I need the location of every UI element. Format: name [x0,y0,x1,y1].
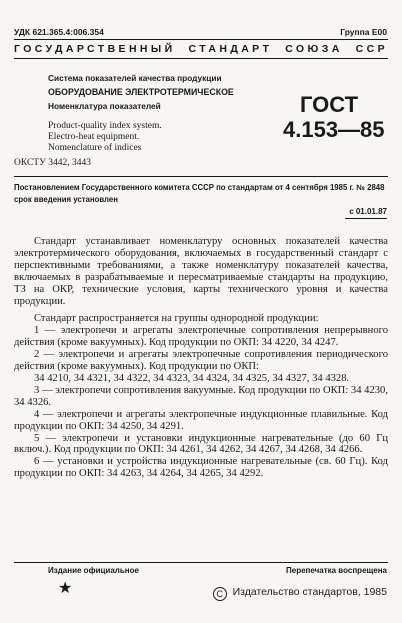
intro-paragraph: Стандарт устанавливает номенклатуру основных показателей качества электротермического оборудования, включаемых в государственный стандарт с перспективными требованиями, а также номенклатуру показателей качества, включаемых в разрабатываемые и пересматриваемые стандарты на продукцию, ТЗ на ОКР, технические условия, карты технического уровня и качества продукции. [14,236,388,307]
group-item: 4 — электропечи и агрегаты электропечные индукционные плавильные. Код продукции по ОКП: 34 4250, 34 4291. [14,408,388,432]
gost-number: 4.153—85 [283,117,385,142]
gost-label: ГОСТ [300,92,359,117]
top-rule [14,39,388,40]
equipment-title: ОБОРУДОВАНИЕ ЭЛЕКТРОТЕРМИЧЕСКОЕ [48,87,234,97]
star-icon: ★ [58,580,73,597]
decree-text: Постановлением Государственного комитета СССР по стандартам от 4 сентября 1985 г. № 2848 срок введения установлен [14,183,385,204]
footer-rule [14,562,388,563]
copyright-text: Издательство стандартов, 1985 [232,586,387,598]
official-edition-label: Издание официальное [48,566,139,575]
nomenclature-title: Номенклатура показателей [48,101,161,111]
title-block [48,72,273,154]
copyright-line [213,586,387,601]
copyright-icon: С [213,587,227,601]
effective-date-underline [345,218,387,219]
group-item: 5 — электропечи и установки индукционные нагревательные (до 60 Гц включ.). Код продукции по ОКП: 34 4261, 34 4262, 34 4267, 34 4268, 34 4266. [14,432,388,456]
groups-intro-paragraph: Стандарт распространяется на группы однородной продукции: [34,313,319,325]
group-item: 3 — электропечи сопротивления вакуумные. Код продукции по ОКП: 34 4230, 34 4326. [14,384,388,408]
english-title-line: Product-quality index system. [48,121,162,131]
okstu-code: ОКСТУ 3442, 3443 [14,158,91,168]
group-item-codes: 34 4210, 34 4321, 34 4322, 34 4323, 34 4324, 34 4325, 34 4327, 34 4328. [34,372,350,384]
english-title-line: Electro-heat equipment. [48,132,140,142]
udk-code: УДК 621.365.4:006.354 [14,27,104,37]
english-title-line: Nomenclature of indices [48,143,142,153]
group-item: 2 — электропечи и агрегаты электропечные сопротивления периодического действия (кроме вакуумных). Код продукции по ОКП: [14,349,388,373]
banner-rule [14,58,388,59]
reprint-prohibited-label: Перепечатка воспрещена [286,566,387,575]
group-item: 6 — установки и устройства индукционные нагревательные (св. 60 Гц). Код продукции по ОКП: 34 4263, 34 4264, 34 4265, 34 4292. [14,456,388,480]
effective-date: с 01.01.87 [349,207,387,216]
document-body [14,236,388,480]
group-code: Группа Е00 [340,27,387,37]
group-item: 1 — электропечи и агрегаты электропечные сопротивления непрерывного действия (кроме вакуумных). Код продукции по ОКП: 34 4220, 34 4247. [14,325,388,349]
section-rule [14,176,388,177]
standard-banner: ГОСУДАРСТВЕННЫЙ СТАНДАРТ СОЮЗА ССР [14,43,388,55]
system-title: Система показателей качества продукции [48,73,222,83]
